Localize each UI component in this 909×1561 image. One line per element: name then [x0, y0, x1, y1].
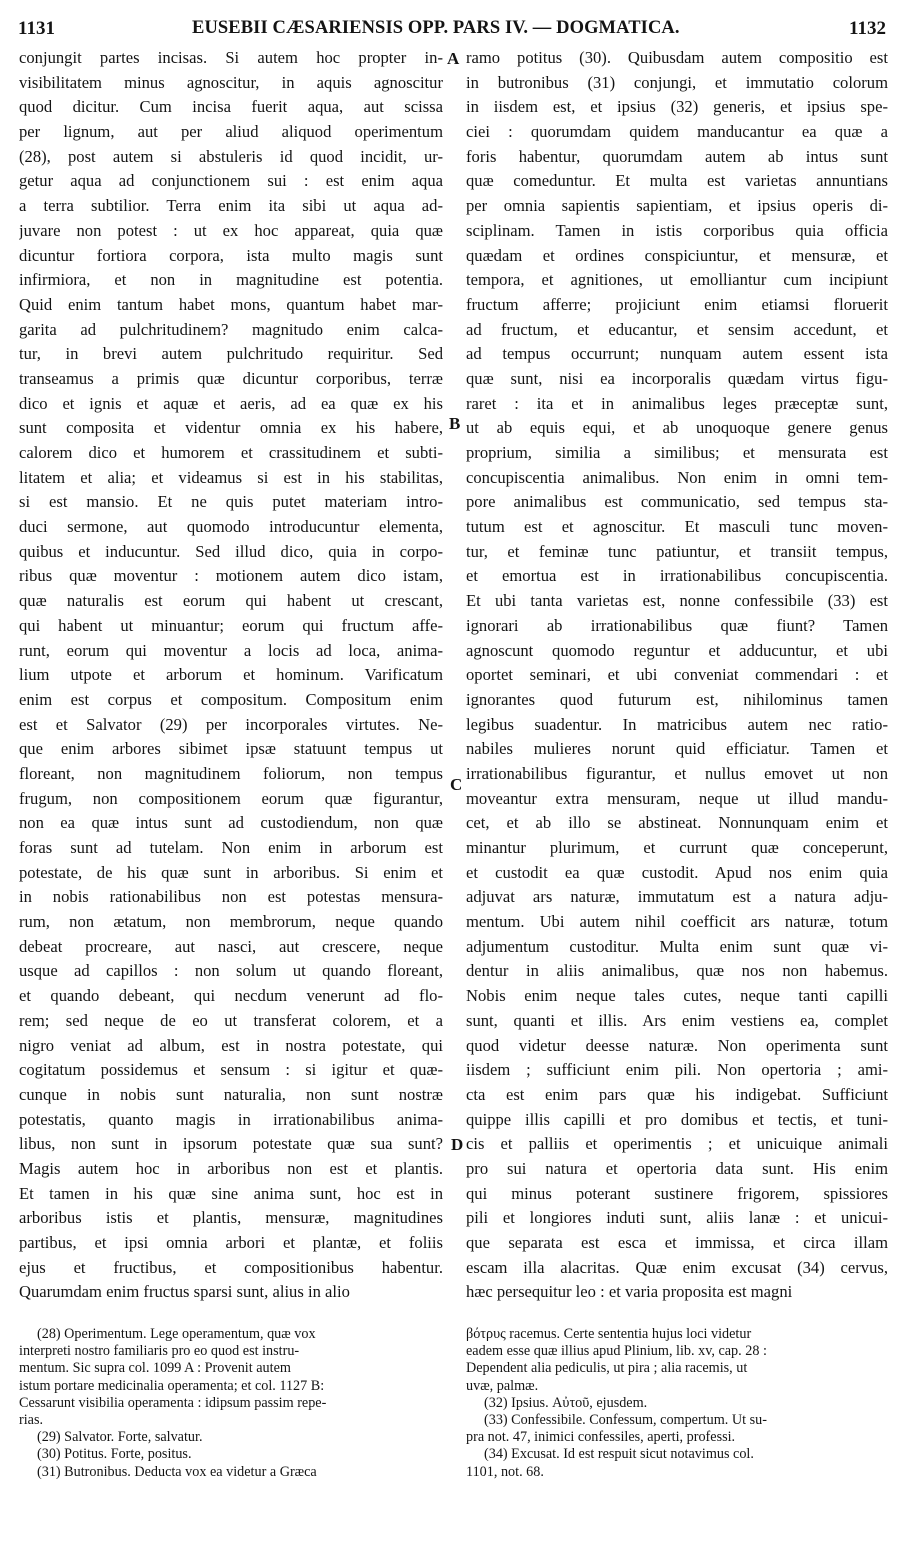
margin-marker-a: A — [447, 49, 460, 68]
text-line: quæ naturalis est eorum qui habent ut crescant, — [19, 591, 443, 611]
text-line: enim est corpus et compositum. Compositum enim — [19, 689, 443, 709]
footnote-line: 1101, not. 68. — [466, 1463, 544, 1480]
text-line: sciplinam. Tamen in istis corporibus quia officia — [466, 220, 888, 240]
text-line: quippe illis capilli et pro domibus et tectis, et tuni- — [466, 1109, 888, 1129]
text-line: non ea quæ intus sunt ad custodiendum, non quæ — [19, 813, 443, 833]
text-line: fructum afferre; projiciunt enim etiamsi floruerit — [466, 294, 888, 314]
text-line: pro sui natura et opertoria data sunt. His enim — [466, 1158, 888, 1178]
text-line: dentur in aliis animalibus, quæ nos non habemus. — [466, 961, 888, 981]
right-text-column — [466, 46, 888, 1305]
text-line: per lignum, aut per aliud aliquod operimentum — [19, 122, 443, 142]
text-line: cta est enim pars quæ his indigebat. Sufficiunt — [466, 1084, 888, 1104]
footnote-line: (33) Confessibile. Confessum, compertum. Ut su- — [484, 1411, 767, 1428]
text-line: arboribus istis et plantis, mensuræ, magnitudines — [19, 1208, 443, 1228]
margin-marker-b: B — [449, 414, 461, 433]
text-line: concupiscentia animalibus. Non enim in omni tem- — [466, 467, 888, 487]
text-line: Quid enim tantum habet mons, quantum habet mar- — [19, 294, 443, 314]
text-line: potestate, de his quæ sunt in arboribus. Si enim et — [19, 862, 443, 882]
text-line: duci sermone, aut quomodo introducuntur elementa, — [19, 517, 443, 537]
text-line: transeamus a primis quæ dicuntur corporibus, terræ — [19, 368, 443, 388]
footnote-line: mentum. Sic supra col. 1099 A : Provenit autem — [19, 1360, 291, 1377]
margin-marker-d: D — [451, 1135, 464, 1154]
text-line: in iisdem est, et ipsius (32) generis, et ipsius spe- — [466, 97, 888, 117]
text-line: ad fructum, et educantur, et sensim accedunt, et — [466, 319, 888, 339]
text-line: cet, et ab illo se abstineat. Nonnunquam enim et — [466, 813, 888, 833]
page-number-right: 1132 — [849, 18, 886, 39]
text-line: visibilitatem minus agnoscitur, in aquis agnoscitur — [19, 72, 443, 92]
page — [18, 0, 890, 1561]
text-line: Magis autem hoc in arboribus non est et plantis. — [19, 1158, 443, 1178]
margin-marker-c: C — [450, 775, 463, 794]
text-line: quibus et inducuntur. Sed illud dico, quia in corpo- — [19, 541, 443, 561]
text-line: irrationabilibus figurantur, et nullus emovet ut non — [466, 763, 888, 783]
text-line: quod dicitur. Cum incisa fuerit aqua, aut scissa — [19, 97, 443, 117]
text-line: Quarumdam enim fructus sparsi sunt, alius in alio — [19, 1282, 350, 1302]
text-line: in nobis rationabilibus non est potestas mensura- — [19, 887, 443, 907]
text-line: nabiles mulieres norunt quid efficiatur. Tamen et — [466, 739, 888, 759]
text-line: quæ sunt, nisi ea incorporalis quædam virtus figu- — [466, 368, 888, 388]
text-line: ut ab equis equi, et ab unoquoque genere genus — [466, 418, 888, 438]
text-line: minantur plurimum, et currunt quæ conceperunt, — [466, 838, 888, 857]
text-line: floreant, non magnitudinem foliorum, non tempus — [19, 763, 443, 783]
text-line: lium utpote et arborum et hominum. Varificatum — [19, 665, 443, 685]
text-line: cunque in nobis sunt naturalia, non sunt nostræ — [19, 1084, 443, 1104]
text-line: quædam et ordines conspiciuntur, et mensuræ, et — [466, 245, 888, 265]
text-line: proprium, similia a similibus; et mensurata est — [466, 443, 888, 462]
footnote-line: Cessarunt visibilia operamenta : idipsum passim repe- — [19, 1394, 327, 1411]
footnote-line: βότρυς racemus. Certe sententia hujus loci videtur — [466, 1326, 752, 1342]
text-line: que enim arbores sibimet ipsæ statuunt tempus ut — [19, 739, 443, 759]
text-line: quæ comeduntur. Et multa est varietas annuntians — [466, 171, 888, 191]
footnote-line: uvæ, palmæ. — [466, 1377, 539, 1394]
text-line: rum, non ætatum, non membrorum, neque quando — [19, 912, 443, 932]
text-line: rem; sed neque de eo ut transferat colorem, et a — [19, 1010, 443, 1030]
text-line: adjumentum custoditur. Multa enim sunt quæ vi- — [466, 936, 888, 956]
text-line: moveantur extra mensuram, neque ut illud mandu- — [466, 788, 888, 808]
text-line: hæc persequitur leo : et varia proposita est magni — [466, 1282, 793, 1302]
text-line: Et tamen in his quæ sine anima sunt, hoc est in — [19, 1183, 443, 1203]
footnotes-right — [466, 1326, 888, 1481]
footnote-line: rias. — [19, 1411, 44, 1428]
text-line: a terra subtilior. Terra enim ita sibi ut aqua ad- — [19, 196, 443, 216]
text-line: per omnia sapientis sapientiam, et ipsius operis di- — [466, 196, 888, 216]
text-line: dico et ignis et aquæ et aeris, ad ea quæ ex his — [19, 393, 443, 413]
text-line: potestatis, quanto magis in irrationabilibus anima- — [19, 1109, 443, 1129]
text-line: qui habent ut minuantur; eorum qui fructum affe- — [19, 615, 443, 635]
footnote-line: pra not. 47, inimici confessiles, aperti, professi. — [466, 1429, 736, 1446]
footnote-line: (30) Potitus. Forte, positus. — [37, 1446, 192, 1463]
text-line: Et ubi tanta varietas est, nonne confessibile (33) est — [466, 591, 888, 611]
page-number-left: 1131 — [18, 18, 55, 39]
text-line: oportet seminari, et ubi conveniat commendari : et — [466, 665, 888, 685]
footnote-line: istum portare medicinalia operamenta; et col. 1127 B: — [19, 1377, 325, 1394]
text-line: est et Salvator (29) per incorporales virtutes. Ne- — [19, 714, 443, 734]
text-line: cis et palliis et operimentis ; et unicuique animali — [466, 1134, 888, 1154]
text-line: ad tempus occurrunt; nunquam autem essent ista — [466, 344, 888, 364]
text-line: iisdem ; sufficiunt enim pili. Non opertoria ; ami- — [466, 1060, 888, 1080]
footnote-line: (29) Salvator. Forte, salvatur. — [37, 1429, 203, 1446]
text-line: adjuvat ars naturæ, immutatum est a natura adju- — [466, 887, 888, 907]
text-line: ciei : quorumdam quidem manducantur ea quæ a — [466, 122, 888, 142]
text-line: pore animalibus est communicatio, sed tempus sta- — [466, 492, 888, 512]
text-line: conjungit partes incisas. Si autem hoc propter in- — [19, 48, 443, 67]
text-line: (28), post autem si abstuleris id quod incidit, ur- — [19, 146, 443, 166]
footnote-line: (32) Ipsius. Αὐτοῦ, ejusdem. — [484, 1394, 648, 1411]
text-line: libus, non sunt in ipsorum potestate quæ sua sunt? — [19, 1134, 443, 1154]
text-line: debeat procreare, aut nasci, aut crescere, neque — [19, 936, 443, 956]
text-line: escam illa alacritas. Quæ enim excusat (34) cervus, — [466, 1257, 888, 1277]
text-line: sunt, quanti et illis. Ars enim vestiens ea, complet — [466, 1010, 888, 1030]
text-line: et custodit ea quæ custodit. Apud nos enim quia — [466, 862, 888, 882]
text-line: que separata est esca et immissa, et circa illam — [466, 1233, 888, 1252]
text-line: frugum, non compositionem eorum quæ figurantur, — [19, 788, 443, 808]
footnote-line: (31) Butronibus. Deducta vox ea videtur a Græca — [37, 1463, 317, 1480]
text-line: ejus et fructibus, et compositionibus habentur. — [19, 1257, 443, 1277]
text-line: tempora, et agnitiones, ut emolliantur cum incipiunt — [466, 270, 888, 290]
text-line: cogitatum possidemus et sensum : si igitur et quæ- — [19, 1060, 443, 1080]
footnotes-left — [19, 1326, 443, 1481]
footnote-line: eadem esse quæ illius apud Plinium, lib. xv, cap. 28 : — [466, 1343, 767, 1360]
text-line: agnoscunt quomodo reguntur et adducuntur, et ubi — [466, 640, 888, 660]
text-line: et quando debeant, qui necdum venerunt ad flo- — [19, 986, 443, 1006]
text-line: quod videtur deesse naturæ. Non operimenta sunt — [466, 1035, 888, 1055]
text-line: tutum est et agnoscitur. Et masculi tunc moven- — [466, 517, 888, 537]
text-line: qui minus poterant sustinere frigorem, spissiores — [466, 1183, 888, 1203]
text-line: foris habentur, quorumdam autem ab intus sunt — [466, 146, 888, 166]
text-line: calorem dico et humorem et crassitudinem et subti- — [19, 443, 443, 462]
text-line: ramo potitus (30). Quibusdam autem compositio est — [466, 48, 888, 67]
text-line: pili et longiores induti sunt, aliis lanæ : et unicui- — [466, 1208, 888, 1228]
text-line: infirmiora, et non in magnitudine est potentia. — [19, 270, 443, 290]
text-line: in butronibus (31) conjungi, et immutatio colorum — [466, 72, 888, 92]
text-line: litatem et alia; et videamus si est in his stabilitas, — [19, 467, 443, 487]
text-line: et emortua est in irrationabilibus concupiscentia. — [466, 566, 888, 586]
text-line: foras sunt ad tutelam. Non enim in arborum est — [19, 838, 443, 857]
text-line: raret : ita et in animalibus leges præceptæ sunt, — [466, 393, 888, 413]
text-line: nigro veniat ad album, est in nostra potestate, qui — [19, 1035, 443, 1055]
running-header — [18, 6, 890, 42]
text-line: runt, eorum qui moventur a locis ad loca, anima- — [19, 640, 443, 660]
text-line: tur, in brevi autem pulchritudo requiritur. Sed — [19, 344, 443, 364]
footnote-line: (28) Operimentum. Lege operamentum, quæ vox — [37, 1326, 316, 1342]
footnote-line: Dependent alia pediculis, ut pira ; alia racemis, ut — [466, 1360, 748, 1377]
text-line: legibus suadentur. In matricibus autem nec ratio- — [466, 714, 888, 734]
text-line: usque ad capillos : non solum ut quando floreant, — [19, 961, 443, 981]
text-line: dicuntur fortiora corpora, ista multo magis sunt — [19, 245, 443, 265]
text-line: partibus, et ipsi omnia arbori et plantæ, et foliis — [19, 1233, 443, 1252]
text-line: si est mansio. Et ne quis putet materiam intro- — [19, 492, 443, 512]
text-line: mentum. Ubi autem nihil coefficit ars naturæ, totum — [466, 912, 888, 932]
left-text-column — [19, 46, 443, 1305]
text-line: sunt composita et videntur omnia ex his habere, — [19, 418, 443, 438]
text-line: garita ad pulchritudinem? magnitudo enim calca- — [19, 319, 443, 339]
footnote-line: interpreti nostro familiaris pro eo quod est instru- — [19, 1343, 300, 1360]
footnote-line: (34) Excusat. Id est respuit sicut notavimus col. — [484, 1446, 754, 1463]
running-title: EUSEBII CÆSARIENSIS OPP. PARS IV. — DOGMATICA. — [192, 18, 680, 38]
text-line: ignorantes quod futurum est, nihilominus tamen — [466, 689, 888, 709]
text-line: getur aqua ad conjunctionem sui : est enim aqua — [19, 171, 443, 191]
text-line: ribus quæ moventur : motionem autem dico istam, — [19, 566, 443, 586]
text-line: Nobis enim neque tales cutes, neque tanti capilli — [466, 986, 888, 1006]
text-line: tur, et feminæ tunc patiuntur, et transiit tempus, — [466, 541, 888, 561]
text-line: ignorari ab irrationabilibus quæ fiunt? Tamen — [466, 615, 888, 635]
text-line: juvare non potest : ut ex hoc appareat, quia quæ — [19, 220, 443, 240]
